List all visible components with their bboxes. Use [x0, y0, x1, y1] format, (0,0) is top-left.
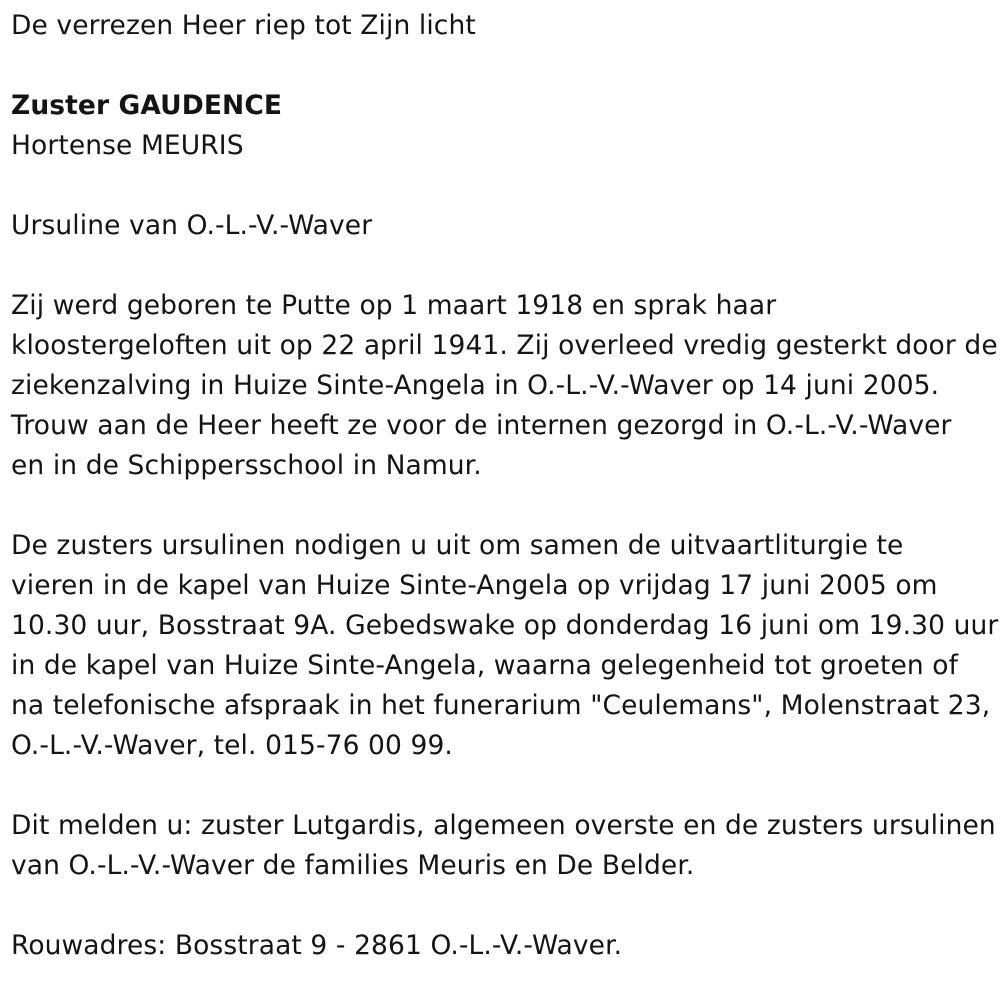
spacer — [11, 166, 996, 206]
mourning-address — [11, 926, 996, 966]
death-notice — [11, 6, 999, 966]
order-text: Ursuline van O.-L.-V.-Waver — [11, 210, 373, 241]
deceased-name-block — [11, 86, 996, 166]
funeral-line: vieren in de kapel van Huize Sinte-Angela op vrijdag 17 juni 2005 om — [11, 570, 938, 601]
biography-paragraph — [11, 286, 996, 486]
spacer — [11, 886, 996, 926]
spacer — [11, 486, 996, 526]
religious-name: Zuster GAUDENCE — [11, 90, 283, 121]
religious-order — [11, 206, 996, 246]
spacer — [11, 46, 996, 86]
announcers-line: Dit melden u: zuster Lutgardis, algemeen overste en de zusters ursulinen — [11, 810, 996, 841]
spacer — [11, 766, 996, 806]
announcers-line: van O.-L.-V.-Waver de families Meuris en De Belder. — [11, 850, 695, 881]
biography-line: kloostergeloften uit op 22 april 1941. Zij overleed vredig gesterkt door de — [11, 330, 998, 361]
announcers-paragraph — [11, 806, 996, 886]
funeral-line: De zusters ursulinen nodigen u uit om samen de uitvaartliturgie te — [11, 530, 904, 561]
biography-line: Zij werd geboren te Putte op 1 maart 1918 en sprak haar — [11, 290, 777, 321]
funeral-line: 10.30 uur, Bosstraat 9A. Gebedswake op donderdag 16 juni om 19.30 uur — [11, 610, 999, 641]
biography-line: ziekenzalving in Huize Sinte-Angela in O.-L.-V.-Waver op 14 juni 2005. — [11, 370, 940, 401]
birth-name: Hortense MEURIS — [11, 130, 244, 161]
funeral-paragraph — [11, 526, 999, 766]
funeral-line: in de kapel van Huize Sinte-Angela, waarna gelegenheid tot groeten of — [11, 650, 959, 681]
heading-text: De verrezen Heer riep tot Zijn licht — [11, 10, 476, 41]
funeral-line: O.-L.-V.-Waver, tel. 015-76 00 99. — [11, 730, 453, 761]
funeral-line: na telefonische afspraak in het funerarium "Ceulemans", Molenstraat 23, — [11, 690, 991, 721]
address-text: Rouwadres: Bosstraat 9 - 2861 O.-L.-V.-Waver. — [11, 930, 623, 961]
spacer — [11, 246, 996, 286]
notice-heading — [11, 6, 996, 46]
biography-line: en in de Schippersschool in Namur. — [11, 450, 482, 481]
biography-line: Trouw aan de Heer heeft ze voor de internen gezorgd in O.-L.-V.-Waver — [11, 410, 952, 441]
